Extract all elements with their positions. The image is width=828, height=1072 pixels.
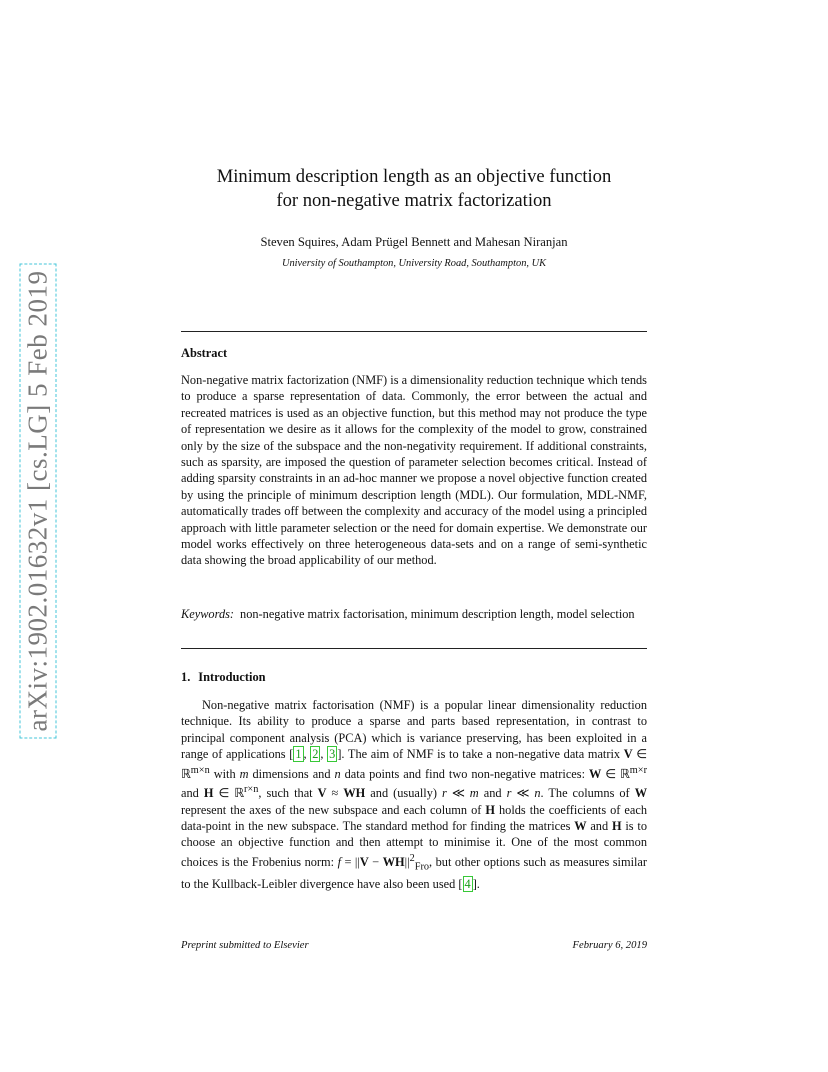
- title-line-1: Minimum description length as an objective function: [216, 166, 612, 187]
- section-heading: [181, 670, 266, 685]
- authors: Steven Squires, Adam Prügel Bennett and Mahesan Niranjan: [260, 235, 568, 249]
- intro-text: Non-negative matrix factorisation (NMF) is a popular linear dimensionality reduction technique. Its ability to produce a sparse and parts based representation, in contrast to principal component analysis (PCA) which is variance preserving, has been exploited in a range of applications: [181, 698, 647, 762]
- top-rule: [181, 331, 647, 332]
- abstract-heading: Abstract: [181, 346, 228, 360]
- section-number: 1.: [181, 670, 191, 684]
- section-title: Introduction: [198, 670, 266, 684]
- citation-link[interactable]: 1: [295, 747, 302, 762]
- intro-text: dimensions and: [252, 766, 331, 781]
- intro-text: with: [213, 766, 236, 781]
- abstract-text: Non-negative matrix factorization (NMF) is a dimensionality reduction technique which tends to produce a sparse representation of data. Commonly, the error between the actual and recreated matrices is used as an objective function, but this method may not produce the type of representation we desire as it allows for the complexity of the model to grow, constrained only by the size of the subspace and the non-negativity requirement. If additional constraints, such as sparsity, are imposed the question of parameter selection becomes critical. Instead of adding sparsity constraints in an ad-hoc manner we propose a novel objective function created by using the principle of minimum description length (MDL). Our formulation, MDL-NMF, automatically trades off between the complexity and accuracy of the model using a principled approach with little parameter selection or the need for domain expertise. We demonstrate our model works effectively on three heterogeneous data-sets and on a range of semi-synthetic data showing the broad applicability of our method.: [181, 373, 647, 568]
- intro-text: but other options such as measures similar to the Kullback-Leibler divergence have also been used: [181, 854, 648, 891]
- intro-text: The aim of NMF is to take a non-negative data matrix: [347, 747, 621, 762]
- citation-link[interactable]: 2: [312, 747, 319, 762]
- intro-text: is to choose an objective function and then attempt to minimise it. One of the most common choices is the Frobenius norm:: [181, 819, 647, 869]
- citation-link[interactable]: 4: [464, 876, 471, 891]
- intro-text: data points and find two non-negative matrices:: [344, 766, 586, 781]
- keywords: [181, 606, 647, 622]
- intro-text: and: [483, 786, 502, 801]
- intro-text: and: [590, 819, 609, 834]
- intro-text: represent the axes of the new subspace and each column of: [181, 802, 482, 817]
- footer-date: February 6, 2019: [572, 940, 647, 951]
- citation-link[interactable]: 3: [329, 747, 336, 762]
- introduction-paragraph: Non-negative matrix factorisation (NMF) is a popular linear dimensionality reduction technique. Its ability to produce a sparse and parts based representation, in contrast to principal component analysis (PCA) which is variance preserving, has been exploited in a range of applications [ 1 , 2 , 3 ]. The aim of NMF is to take a non-negative data matrix V ∈ ℝ$^{m\times n}$ with m dimensions and n data points and find two non-negative matrices: W ∈ ℝ$^{m\times r}$ and H ∈ ℝ$^{r\times n}$, such that V ≈ WH and (usually) r ≪ m and r ≪ n. The columns of W represent the axes of the new subspace and each column of H holds the coefficients of each data-point in the new subspace. The standard method for finding the matrices W and H is to choose an objective function and then attempt to minimise it. One of the most common choices is the Frobenius norm: $f = ||V - WH||^2_{Fro}$, but other options such as measures similar to the Kullback-Leibler divergence have also been used [ 4 ].: [181, 698, 648, 891]
- bottom-rule: [181, 648, 647, 649]
- arxiv-stamp: [8, 262, 68, 740]
- keywords-text: non-negative matrix factorisation, minimum description length, model selection: [240, 607, 635, 621]
- paper-title: [150, 165, 678, 213]
- arxiv-stamp-text[interactable]: arXiv:1902.01632v1 [cs.LG] 5 Feb 2019: [20, 264, 57, 739]
- keywords-label: Keywords:: [181, 607, 235, 621]
- intro-text: The columns of: [548, 786, 630, 801]
- intro-text: and: [181, 786, 199, 801]
- intro-text: such that: [266, 786, 313, 801]
- intro-text: holds the coefficients of each data-point in the new subspace. The standard method for finding the matrices: [181, 802, 647, 834]
- intro-text: and (usually): [370, 786, 438, 801]
- title-line-2: for non-negative matrix factorization: [276, 190, 552, 211]
- affiliation: University of Southampton, University Road, Southampton, UK: [281, 258, 547, 269]
- footer-preprint: Preprint submitted to Elsevier: [181, 940, 309, 951]
